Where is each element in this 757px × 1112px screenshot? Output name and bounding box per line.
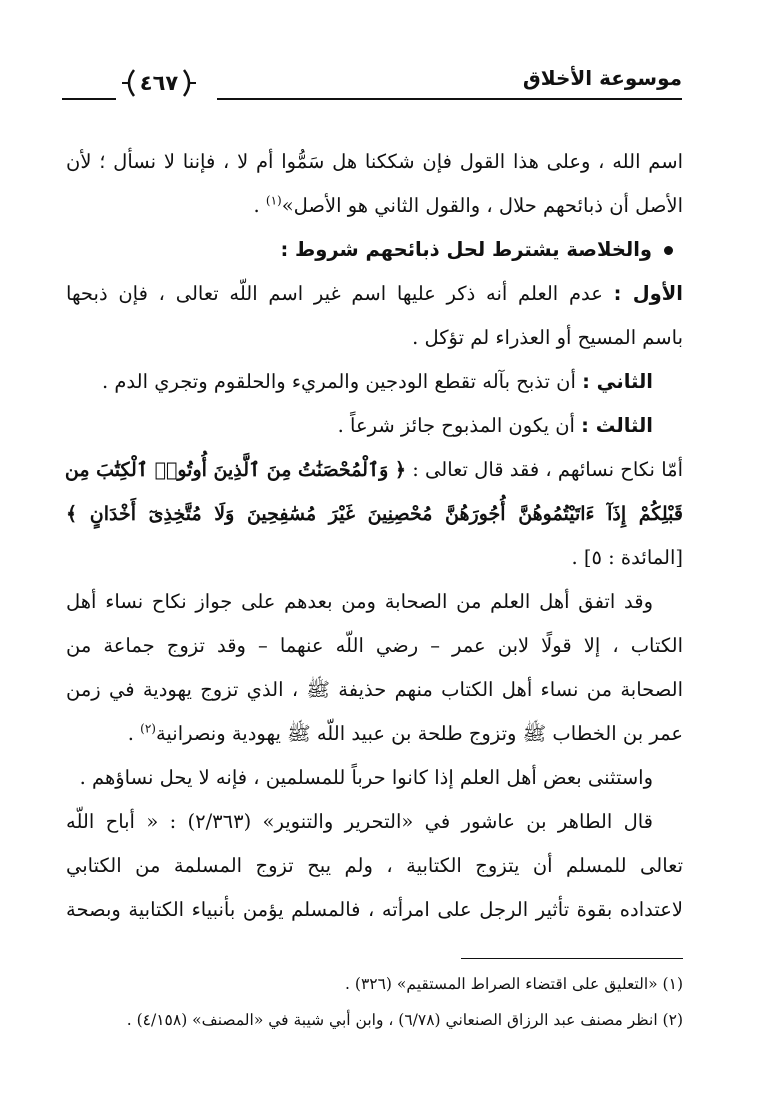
summary-text: والخلاصة يشترط لحل ذبائحهم شروط : bbox=[280, 238, 652, 261]
verse-reference: [المائدة : ٥] . bbox=[571, 546, 683, 569]
condition-label: الثالث : bbox=[581, 414, 653, 437]
book-title: موسوعة الأخلاق bbox=[522, 66, 682, 90]
text-line bbox=[66, 448, 683, 492]
bullet-icon bbox=[664, 246, 673, 255]
text-line: قال الطاهر بن عاشور في «التحرير والتنوير» (٢/٣٦٣) : « أباح اللّه bbox=[66, 810, 654, 833]
summary-heading bbox=[66, 228, 683, 272]
page-header bbox=[62, 60, 682, 104]
page-number: ٤٦٧ bbox=[139, 71, 179, 95]
condition-label: الأول : bbox=[613, 282, 683, 305]
text-run: أن تذبح بآله تقطع الودجين والمريء والحلقوم وتجري الدم . bbox=[101, 370, 583, 393]
text-run: أمّا نكاح نسائهم ، فقد قال تعالى : bbox=[406, 458, 683, 481]
text-line: باسم المسيح أو العذراء لم تؤكل . bbox=[412, 326, 683, 349]
text-line bbox=[66, 184, 683, 228]
footnotes bbox=[66, 966, 683, 1038]
text-line: تعالى للمسلم أن يتزوج الكتابية ، ولم يبح تزوج المسلمة من الكتابي bbox=[66, 854, 683, 877]
condition-label: الثاني : bbox=[582, 370, 653, 393]
text-line: اسم الله ، وعلى هذا القول فإن شككنا هل سَمُّوا أم لا ، فإننا لا نسأل ؛ لأن bbox=[66, 150, 683, 173]
header-rule-left bbox=[62, 98, 116, 100]
text-line bbox=[66, 360, 683, 404]
footnote: (١) «التعليق على اقتضاء الصراط المستقيم» (٣٢٦) . bbox=[345, 975, 683, 993]
text-run: الأصل أن ذبائحهم حلال ، والقول الثاني هو الأصل» bbox=[281, 194, 683, 217]
footnote-ref: (٢) bbox=[140, 721, 156, 736]
text-run: . bbox=[253, 194, 266, 217]
text-run: عمر بن الخطاب ﷺ وتزوج طلحة بن عبيد اللّه ﷺ يهودية ونصرانية bbox=[155, 722, 683, 745]
text-line: وقد اتفق أهل العلم من الصحابة ومن بعدهم على جواز نكاح نساء أهل bbox=[66, 590, 653, 613]
text-line bbox=[66, 404, 683, 448]
header-rule bbox=[217, 98, 682, 100]
text-line bbox=[66, 272, 683, 316]
text-line: الصحابة من نساء أهل الكتاب منهم حذيفة ﷺ ، الذي تزوج يهودية في زمن bbox=[66, 678, 683, 701]
text-line: لاعتداده بقوة تأثير الرجل على امرأته ، فالمسلم يؤمن بأنبياء الكتابية وبصحة bbox=[66, 898, 683, 921]
main-text bbox=[66, 140, 683, 932]
text-run: . bbox=[127, 722, 141, 745]
footnote-ref: (١) bbox=[265, 193, 282, 208]
text-line bbox=[66, 712, 683, 756]
page-number-badge bbox=[120, 68, 198, 98]
text-line: واستثنى بعض أهل العلم إذا كانوا حرباً للمسلمين ، فإنه لا يحل نساؤهم . bbox=[79, 766, 653, 789]
text-run: عدم العلم أنه ذكر عليها اسم غير اسم اللّه تعالى ، فإن ذبحها bbox=[66, 282, 614, 305]
quran-verse: قَبْلِكُمْ إِذَآ ءَاتَيْتُمُوهُنَّ أُجُورَهُنَّ مُحْصِنِينَ غَيْرَ مُسَٰفِحِينَ وَلَا مُتَّخِذِىٓ أَخْدَانٍ ﴾ bbox=[66, 503, 683, 525]
quran-verse: ﴿ وَٱلْمُحْصَنَٰتُ مِنَ ٱلَّذِينَ أُوتُوا۟ ٱلْكِتَٰبَ مِن bbox=[64, 459, 407, 481]
text-run: أن يكون المذبوح جائز شرعاً . bbox=[337, 414, 582, 437]
footnote: (٢) انظر مصنف عبد الرزاق الصنعاني (٦/٧٨) ، وابن أبي شيبة في «المصنف» (٤/١٥٨) . bbox=[126, 1011, 683, 1029]
footnote-divider bbox=[461, 958, 683, 959]
text-line: الكتاب ، إلا قولًا لابن عمر – رضي اللّه عنهما – وقد تزوج جماعة من bbox=[66, 634, 684, 657]
